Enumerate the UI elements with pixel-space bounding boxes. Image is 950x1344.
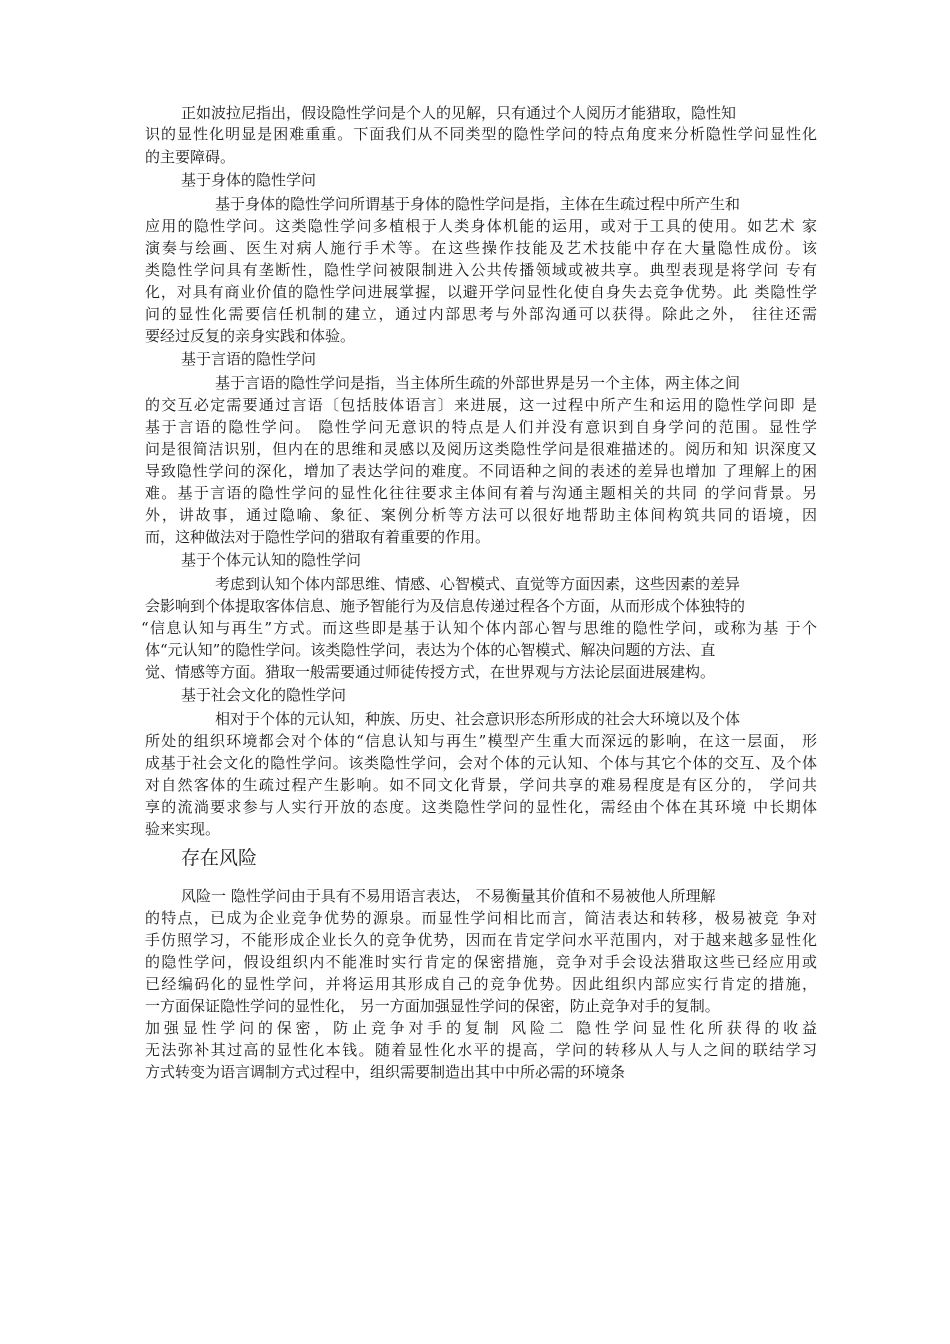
risk-para-line: 风险一 隐性学问由于具有不易用语言表达， 不易衡量其价值和不易被他人所理解 — [181, 887, 716, 905]
speech-para-line: 导致隐性学问的深化，增加了表达学问的难度。不同语种之间的表述的差异也增加 了理解上的困 — [145, 462, 817, 480]
risk-para-line: 的隐性学问，假设组织内不能准时实行肯定的保密措施，竞争对手会设法猎取这些已经应用或 — [145, 953, 817, 971]
body-para-line: 类隐性学问具有垄断性，隐性学问被限制进入公共传播领域或被共享。典型表现是将学问 专有 — [145, 261, 817, 279]
risk-para-line: 手仿照学习，不能形成企业长久的竞争优势，因而在肯定学问水平范围内，对于越来越多显性化 — [145, 931, 817, 949]
body-para-line: 基于身体的隐性学问所谓基于身体的隐性学问是指，主体在生疏过程中所产生和 — [215, 195, 741, 213]
subsection-heading-metacognition: 基于个体元认知的隐性学问 — [181, 551, 362, 569]
risk-para-line: 方式转变为语言调制方式过程中，组织需要制造出其中中所必需的环境条 — [145, 1063, 626, 1081]
risk-para-line: 加强显性学问的保密，防止竞争对手的复制 风险二 隐性学问显性化所获得的收益 — [145, 1019, 817, 1037]
metacognition-para-line: 会影响到个体提取客体信息、施予智能行为及信息传递过程各个方面，从而形成个体独特的 — [145, 597, 746, 615]
subsection-heading-body: 基于身体的隐性学问 — [181, 171, 317, 189]
speech-para-line: 问是很简洁识别，但内在的思维和灵感以及阅历这类隐性学问是很难描述的。阅历和知 识深度又 — [145, 440, 817, 458]
body-para-line: 要经过反复的亲身实践和体验。 — [145, 327, 356, 345]
metacognition-para-line: 考虑到认知个体内部思维、情感、心智模式、直觉等方面因素，这些因素的差异 — [215, 575, 741, 593]
speech-para-line: 基于言语的隐性学问是指，当主体所生疏的外部世界是另一个主体，两主体之间 — [215, 374, 741, 392]
body-para-line: 应用的隐性学问。这类隐性学问多植根于人类身体机能的运用，或对于工具的使用。如艺术 家 — [145, 217, 817, 235]
body-para-line: 化，对具有商业价值的隐性学问进展掌握，以避开学问显性化使自身失去竞争优势。此 类隐性学 — [145, 283, 817, 301]
metacognition-para-line: “信息认知与再生”方式。而这些即是基于认知个体内部心智与思维的隐性学问，或称为基 于个 — [141, 619, 817, 637]
subsection-heading-speech: 基于言语的隐性学问 — [181, 350, 317, 368]
speech-para-line: 基于言语的隐性学问。 隐性学问无意识的特点是人们并没有意识到自身学问的范围。显性学 — [145, 418, 817, 436]
culture-para-line: 对自然客体的生疏过程产生影响。如不同文化背景，学问共享的难易程度是有区分的， 学问共 — [145, 776, 817, 794]
intro-line-3: 的主要障碍。 — [145, 148, 236, 166]
speech-para-line: 的交互必定需要通过言语〔包括肢体语言〕来进展，这一过程中所产生和运用的隐性学问即 是 — [145, 396, 817, 414]
risk-para-line: 一方面保证隐性学问的显性化， 另一方面加强显性学问的保密，防止竞争对手的复制。 — [145, 997, 720, 1015]
culture-para-line: 成基于社会文化的隐性学问。该类隐性学问，会对个体的元认知、个体与其它个体的交互、及个体 — [145, 754, 817, 772]
body-para-line: 问的显性化需要信任机制的建立，通过内部思考与外部沟通可以获得。除此之外， 往往还需 — [145, 305, 817, 323]
metacognition-para-line: 体“元认知”的隐性学问。该类隐性学问，表达为个体的心智模式、解决问题的方法、直 — [145, 641, 716, 659]
culture-para-line: 验来实现。 — [145, 820, 221, 838]
risk-para-line: 无法弥补其过高的显性化本钱。随着显性化水平的提高，学问的转移从人与人之间的联结学习 — [145, 1041, 817, 1059]
subsection-heading-culture: 基于社会文化的隐性学问 — [181, 686, 347, 704]
risk-para-line: 的特点，已成为企业竞争优势的源泉。而显性学问相比而言，简洁表达和转移，极易被竞 争对 — [145, 909, 817, 927]
culture-para-line: 相对于个体的元认知，种族、历史、社会意识形态所形成的社会大环境以及个体 — [215, 710, 741, 728]
body-para-line: 演奏与绘画、医生对病人施行手术等。在这些操作技能及艺术技能中存在大量隐性成份。该 — [145, 239, 817, 257]
risk-para-line: 已经编码化的显性学问，并将运用其形成自己的竞争优势。因此组织内部应实行肯定的措施， — [145, 975, 817, 993]
intro-line-2: 识的显性化明显是困难重重。下面我们从不同类型的隐性学问的特点角度来分析隐性学问显性化 — [145, 125, 817, 143]
intro-line-1: 正如波拉尼指出，假设隐性学问是个人的见解，只有通过个人阅历才能猎取，隐性知 — [181, 104, 737, 122]
metacognition-para-line: 觉、情感等方面。猎取一般需要通过师徒传授方式，在世界观与方法论层面进展建构。 — [145, 663, 716, 681]
section-heading-risk: 存在风险 — [181, 847, 258, 869]
speech-para-line: 而，这种做法对于隐性学问的猎取有着重要的作用。 — [145, 528, 491, 546]
speech-para-line: 外，讲故事，通过隐喻、象征、案例分析等方法可以很好地帮助主体间构筑共同的语境，因 — [145, 506, 817, 524]
speech-para-line: 难。基于言语的隐性学问的显性化往往要求主体间有着与沟通主题相关的共同 的学问背景。另 — [145, 484, 817, 502]
culture-para-line: 享的流淌要求参与人实行开放的态度。这类隐性学问的显性化，需经由个体在其环境 中长期体 — [145, 798, 817, 816]
culture-para-line: 所处的组织环境都会对个体的“信息认知与再生”模型产生重大而深远的影响，在这一层面， 形 — [145, 732, 817, 750]
